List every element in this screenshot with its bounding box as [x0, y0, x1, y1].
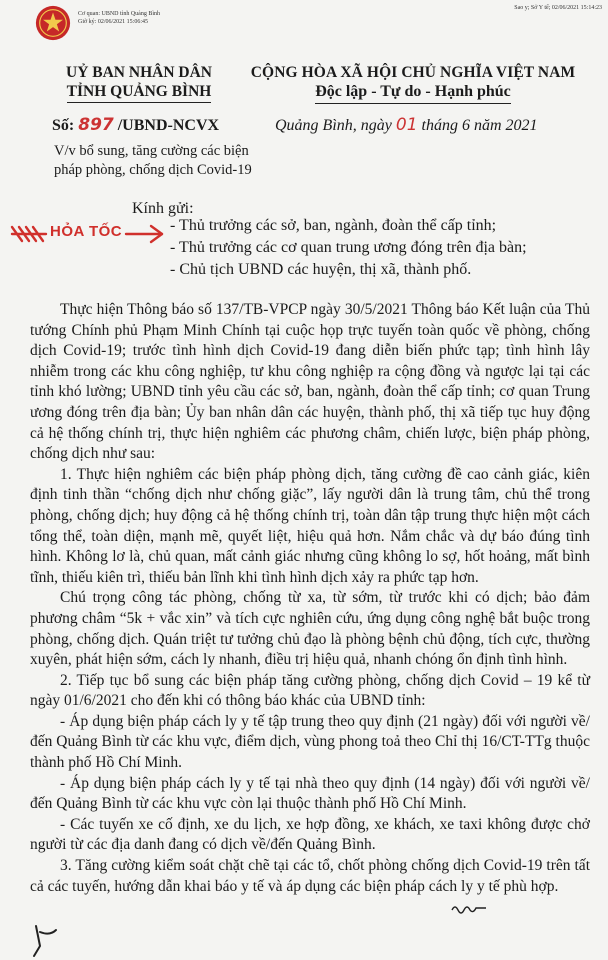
digital-signature: [34, 4, 160, 42]
urgent-label: HỎA TỐC: [50, 223, 123, 240]
body-paragraph: 2. Tiếp tục bổ sung các biện pháp tăng cường phòng, chống dịch Covid – 19 kể từ ngày 01/6/2021 cho đến khi có thông báo khác của UBND tỉnh:: [30, 671, 590, 710]
org-name-line1: UỶ BAN NHÂN DÂN: [66, 64, 212, 81]
national-emblem-icon: [34, 4, 72, 42]
doc-number-prefix: Số:: [52, 117, 79, 134]
recipient-item: - Thủ trưởng các cơ quan trung ương đóng trên địa bàn;: [170, 239, 527, 256]
national-header: [238, 63, 588, 104]
document-number: [52, 115, 219, 135]
date-day-handwritten: 01: [395, 115, 418, 135]
body-paragraph: Chú trọng công tác phòng, chống từ xa, từ sớm, từ trước khi có dịch; bảo đảm phương châm “5k + vắc xin” và tích cực nghiên cứu, ứng dụng công nghệ bắt buộc trong phòng, chống dịch. Quán triệt tư tưởng chủ đạo là phòng bệnh chủ động, tích cực, thường xuyên, phát hiện sớm, cách ly nhanh, điều trị hiệu quả, nhanh chóng ổn định tình hình.: [30, 589, 590, 669]
body-paragraph: Thực hiện Thông báo số 137/TB-VPCP ngày 30/5/2021 Thông báo Kết luận của Thủ tướng Chính phủ Phạm Minh Chính tại cuộc họp trực tuyến toàn quốc về phòng, chống dịch Covid-19; trước tình hình dịch Covid-19 đang diễn biến phức tạp; tình hình lây nhiễm trong các khu công nghiệp, tư khu công nghiệp ra cộng đồng và ngược lại tại các tỉnh khó lường; UBND tỉnh yêu cầu các sở, ban, ngành, đoàn thể cấp tỉnh; cơ quan Trung ương đóng trên địa bàn; Ủy ban nhân dân các huyện, thành phố, thị xã tiếp tục huy động cả hệ thống chính trị, thực hiện nghiêm các phương châm, chiến lược, biện pháp phòng, chống dịch như sau:: [30, 301, 590, 463]
recipient-list: [170, 215, 527, 281]
body-paragraph: 3. Tăng cường kiểm soát chặt chẽ tại các tổ, chốt phòng chống dịch Covid-19 trên tất cả các tuyến, hướng dẫn khai báo y tế và áp dụng các biện pháp cách ly y tế phù hợp.: [30, 857, 590, 895]
urgent-stamp: [8, 219, 168, 249]
body-paragraph: 1. Thực hiện nghiêm các biện pháp phòng dịch, tăng cường đề cao cảnh giác, kiên định tinh thần “chống dịch như chống giặc”, lấy người dân là trung tâm, chủ thể trong phòng, chống dịch; huy động cả hệ thống chính trị, toàn dân tập trung thực hiện một cách tổng thể, toàn diện, mạnh mẽ, quyết liệt, hiệu quả hơn. Nắm chắc và dự báo đúng tình hình. Không lơ là, chủ quan, mất cảnh giác nhưng cũng không lo sợ, hốt hoảng, mất bình tĩnh, thiếu kiên trì, thiếu bản lĩnh khi tình hình dịch xảy ra phức tạp hơn.: [30, 465, 590, 586]
org-name-line2: TỈNH QUẢNG BÌNH: [67, 82, 212, 103]
body-paragraph: - Áp dụng biện pháp cách ly y tế tại nhà theo quy định (14 ngày) đối với người về/đến Quảng Bình từ các khu vực còn lại thuộc thành phố Hồ Chí Minh.: [30, 774, 590, 813]
handwritten-mark: [28, 922, 68, 958]
copy-stamp-text: Sao y; Sở Y tế; 02/06/2021 15:14:23: [514, 5, 602, 11]
document-date: [275, 115, 538, 135]
recipient-item: - Chủ tịch UBND các huyện, thị xã, thành phố.: [170, 261, 472, 278]
kinh-gui-label: Kính gửi:: [132, 200, 194, 217]
signature-time: Giờ ký: 02/06/2021 15:06:45: [78, 19, 149, 25]
recipient-item: - Thủ trưởng các sở, ban, ngành, đoàn thể cấp tỉnh;: [170, 217, 497, 234]
body-paragraph: - Áp dụng biện pháp cách ly y tế tập trung theo quy định (21 ngày) đối với người về/đến Quảng Bình từ các khu vực, điểm dịch, vùng phong toả theo Chỉ thị 16/CT-TTg thuộc thành phố Hồ Chí Minh.: [30, 712, 590, 772]
nation-title: CỘNG HÒA XÃ HỘI CHỦ NGHĨA VIỆT NAM: [250, 64, 576, 81]
initials-scribble: [450, 900, 498, 920]
signature-text: [78, 10, 160, 26]
doc-number-suffix: /UBND-NCVX: [113, 117, 220, 134]
nation-motto: Độc lập - Tự do - Hạnh phúc: [315, 82, 511, 104]
document-subject: V/v bổ sung, tăng cường các biện pháp phòng, chống dịch Covid-19: [54, 143, 252, 178]
date-prefix: Quảng Bình, ngày: [275, 117, 396, 134]
issuing-organization: [36, 63, 242, 103]
date-suffix: tháng 6 năm 2021: [417, 117, 538, 134]
document-body: [30, 300, 590, 897]
body-paragraph: - Các tuyến xe cố định, xe du lịch, xe hợp đồng, xe khách, xe taxi không được chở người từ các địa danh đang có dịch về/đến Quảng Bình.: [30, 815, 590, 854]
signature-agency: Cơ quan: UBND tỉnh Quảng Bình: [78, 11, 161, 17]
doc-number-handwritten: 897: [78, 115, 114, 135]
